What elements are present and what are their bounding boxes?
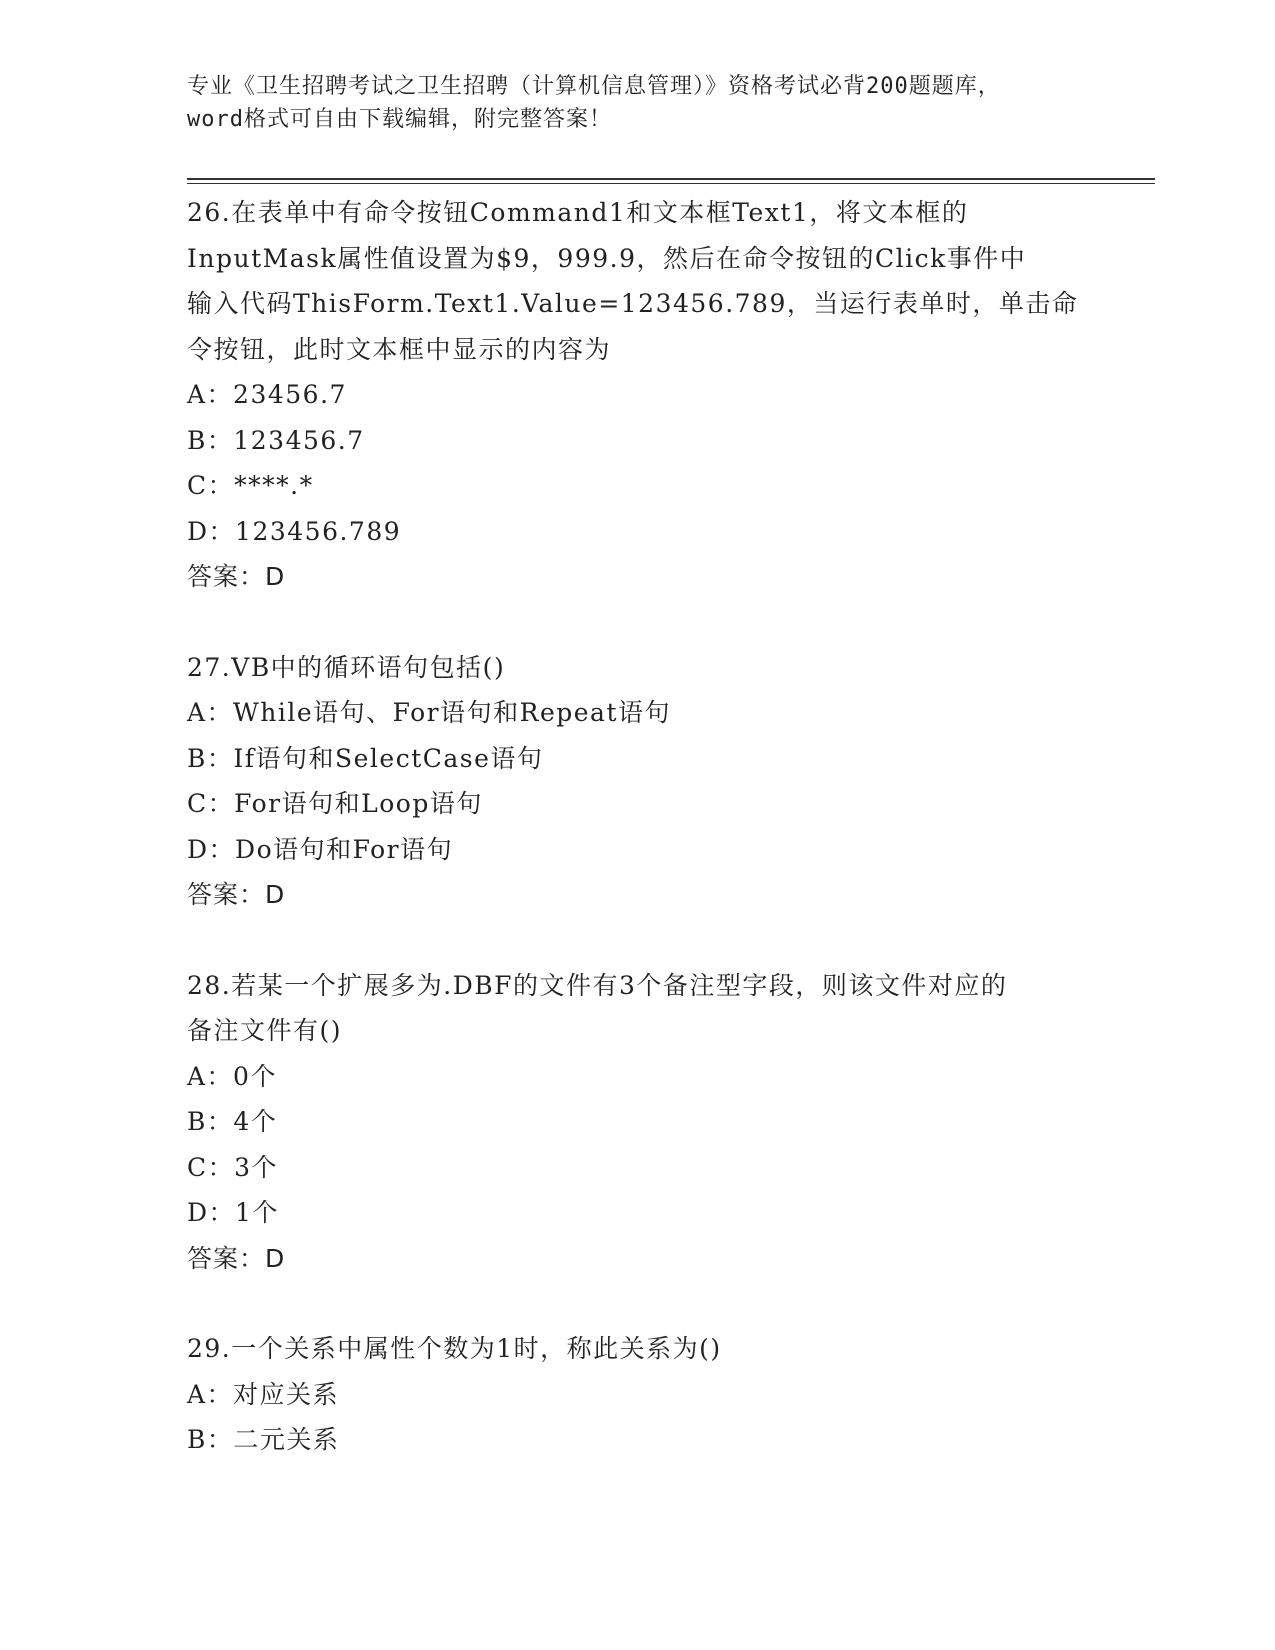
- option-d: D：Do语句和For语句: [187, 834, 454, 864]
- question-stem: [187, 963, 1087, 1054]
- header-line-1: 专业《卫生招聘考试之卫生招聘（计算机信息管理）》资格考试必背200题题库，: [187, 74, 1001, 99]
- header-divider: [187, 178, 1155, 184]
- option-c: C：3个: [187, 1152, 279, 1182]
- option-d: D：1个: [187, 1198, 279, 1227]
- stem-line: 备注文件有(): [187, 1016, 343, 1045]
- option-c: C：****.*: [187, 471, 314, 500]
- stem-line: 27.VB中的循环语句包括(): [187, 652, 506, 682]
- question-stem: [187, 1326, 1087, 1372]
- option-a: A：23456.7: [187, 380, 347, 409]
- answer-line: 答案：D: [187, 1243, 286, 1273]
- stem-line: 令按钮，此时文本框中显示的内容为: [187, 334, 612, 364]
- stem-line: 输入代码ThisForm.Text1.Value=123456.789，当运行表单时，单击命: [187, 289, 1079, 318]
- document-header: [187, 70, 1087, 136]
- option-c: C：For语句和Loop语句: [187, 789, 483, 818]
- option-b: B：If语句和SelectCase语句: [187, 743, 544, 773]
- question-stem: [187, 645, 1087, 691]
- question-29: [187, 1326, 1087, 1463]
- option-b: B：123456.7: [187, 425, 365, 455]
- question-28: [187, 963, 1087, 1282]
- option-b: B：二元关系: [187, 1425, 340, 1454]
- header-line-2: word格式可自由下载编辑，附完整答案！: [187, 107, 612, 132]
- option-a: A：对应关系: [187, 1379, 340, 1409]
- stem-line: 28.若某一个扩展多为.DBF的文件有3个备注型字段，则该文件对应的: [187, 970, 1008, 1000]
- stem-line: 29.一个关系中属性个数为1时，称此关系为(): [187, 1334, 722, 1363]
- question-27: [187, 645, 1087, 918]
- stem-line: InputMask属性值设置为$9，999.9，然后在命令按钮的Click事件中: [187, 243, 1027, 273]
- option-d: D：123456.789: [187, 516, 402, 546]
- answer-line: 答案：D: [187, 562, 286, 591]
- question-26: [187, 190, 1087, 600]
- answer-line: 答案：D: [187, 880, 286, 909]
- option-a: A：0个: [187, 1061, 277, 1091]
- option-a: A：While语句、For语句和Repeat语句: [187, 698, 671, 727]
- stem-line: 26.在表单中有命令按钮Command1和文本框Text1，将文本框的: [187, 198, 969, 227]
- question-list: [187, 190, 1087, 1463]
- option-b: B：4个: [187, 1107, 278, 1136]
- question-stem: [187, 190, 1087, 372]
